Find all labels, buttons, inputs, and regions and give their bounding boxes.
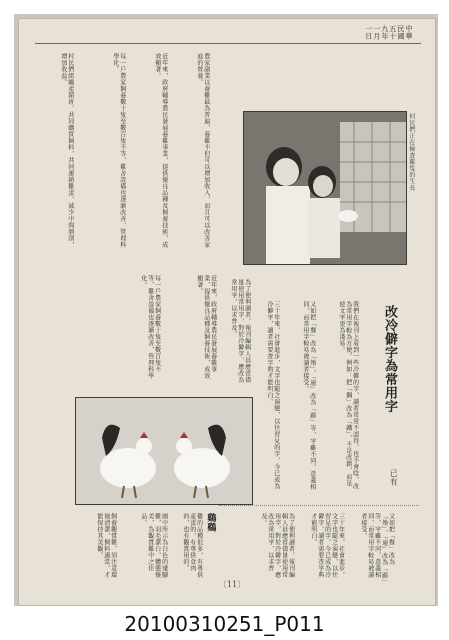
article-byline: 已有 bbox=[389, 469, 399, 486]
chicken-farm-photo bbox=[243, 111, 407, 265]
article-right-col5: 又如把「餐」改為「飧」，「逾」改為「踰」等，字雖不同，意義相同，而常用字較易被讀者接受。 bbox=[359, 513, 395, 582]
article-left-col4: 村民們組織產銷班，共同購買飼料，共同運銷雞蛋，減少中間剝削，增加收益。 bbox=[59, 53, 74, 248]
scan-label: 20100310251_P011 bbox=[124, 612, 325, 636]
article-right-col7: 為了便利讀者，報刊編輯人員應當儘量使用常用字，對於冷僻字，應改為常用字，以求普及。 bbox=[259, 513, 295, 578]
article-title: 改冷僻字為常用字 bbox=[381, 305, 397, 413]
article-right-col3: 三十年來，社會進步，文字也隨之演變，以往習見的字，今已成為冷僻字，讀者需要查字典才能明白。 bbox=[265, 301, 280, 490]
top-photo-caption: 村民們正在檢查雞隻的生長 bbox=[407, 113, 415, 191]
chicken-article-col2: 圖中所示為白色的矮腳雞，羽毛潔白，體態優美，為觀賞雞中之佳品。 bbox=[139, 513, 168, 578]
article-left-col3: 每一戶農家飼養數十隻至數百隻不等，雞舍設備也逐漸改善，管理科學化。 bbox=[111, 53, 126, 248]
chicken-article-col3: 飼養觀賞雞，須注意環境清潔，飼料適當，才能保持其美觀。 bbox=[95, 513, 117, 578]
article-right-col6: 三十年來，社會進步，文字也隨之演變，以往習見的字，今已成為冷僻字，讀者需要查字典才能明白。 bbox=[309, 513, 345, 578]
article-right-col1: 我們在報刊上看到一些冷僻的字，讀者常常不認得，也不會唸，改為常用字較為方便。例如：把「鋼」改為「鐵」，不是改錯，而是使文字更為淺易。 bbox=[337, 301, 359, 490]
white-chickens-photo bbox=[75, 397, 253, 505]
article-left-col1: 農家副業以養雞最為普遍，養雞不但可以增加收入，而且可以改善家庭的營養。 bbox=[195, 53, 210, 248]
article-left-col5: 近年來，政府輔導農民發展養雞事業，提供優良品種及飼養技術，成效顯著。 bbox=[195, 275, 217, 379]
section-divider bbox=[219, 505, 419, 506]
article-right-col2: 又如把「餐」改為「飧」，「逾」改為「踰」等，字雖不同，意義相同，而常用字較易被讀者接受。 bbox=[301, 301, 316, 490]
chicken-article-title: 鷄鷄 bbox=[205, 513, 216, 532]
header-date: 中華民國五十九年一月一日 bbox=[364, 25, 413, 40]
article-left-col2: 近年來，政府輔導農民發展養雞事業，提供優良品種及飼養技術，成效顯著。 bbox=[153, 53, 168, 248]
article-right-col4: 為了便利讀者，報刊編輯人員應當儘量使用常用字，對於冷僻字，應改為常用字，以求普及。 bbox=[229, 279, 251, 383]
page-number: 〔11〕 bbox=[219, 580, 246, 589]
chicken-article-col1: 雞的品種很多，有專供產蛋的，有專供食肉的，也有觀賞用的。 bbox=[181, 513, 203, 578]
header-rule bbox=[35, 43, 421, 44]
magazine-page bbox=[18, 18, 436, 606]
chicken-farm-illustration bbox=[244, 112, 406, 264]
article-left-col6: 每一戶農家飼養數十隻至數百隻不等，雞舍設備也逐漸改善，管理科學化。 bbox=[139, 275, 161, 379]
white-chickens-illustration bbox=[76, 398, 252, 504]
